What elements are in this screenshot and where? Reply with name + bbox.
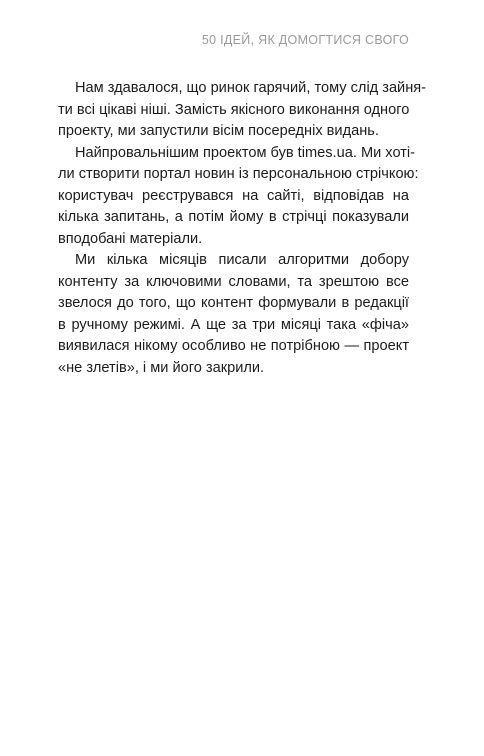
text-line: Найпровальнішим проектом був times.ua. Ми хоті- <box>75 144 416 161</box>
text-line: виявилася нікому особливо не потрібною — проект <box>58 338 409 354</box>
text-line: ли створити портал новин із персональною стрічкою: <box>58 166 419 182</box>
text-line: контенту за ключовими словами, та зрештою все <box>58 273 409 290</box>
text-line: в ручному режимі. А ще за три місяці така «фіча» <box>58 316 409 333</box>
text-line: ти всі цікаві ніші. Замість якісного виконання одного <box>58 101 410 118</box>
paragraph-2 <box>58 143 419 251</box>
text-line: Ми кілька місяців писали алгоритми добору <box>75 252 409 268</box>
text-line: «не злетів», і ми його закрили. <box>58 359 265 376</box>
body-text <box>58 78 427 379</box>
running-header: 50 ІДЕЙ, ЯК ДОМОГТИСЯ СВОГО <box>201 33 409 47</box>
text-line: проекту, ми запустили вісім посередніх видань. <box>58 123 379 139</box>
text-line: вподобані матеріали. <box>58 230 203 247</box>
paragraph-3 <box>58 250 409 379</box>
text-line: кілька запитань, а потім йому в стрічці показували <box>58 209 409 225</box>
text-line: користувач реєструвався на сайті, відповідав на <box>58 187 409 204</box>
text-line: звелося до того, що контент формували в редакції <box>58 295 409 311</box>
paragraph-1 <box>58 78 427 143</box>
text-line: Нам здавалося, що ринок гарячий, тому слід зайня- <box>75 80 427 96</box>
